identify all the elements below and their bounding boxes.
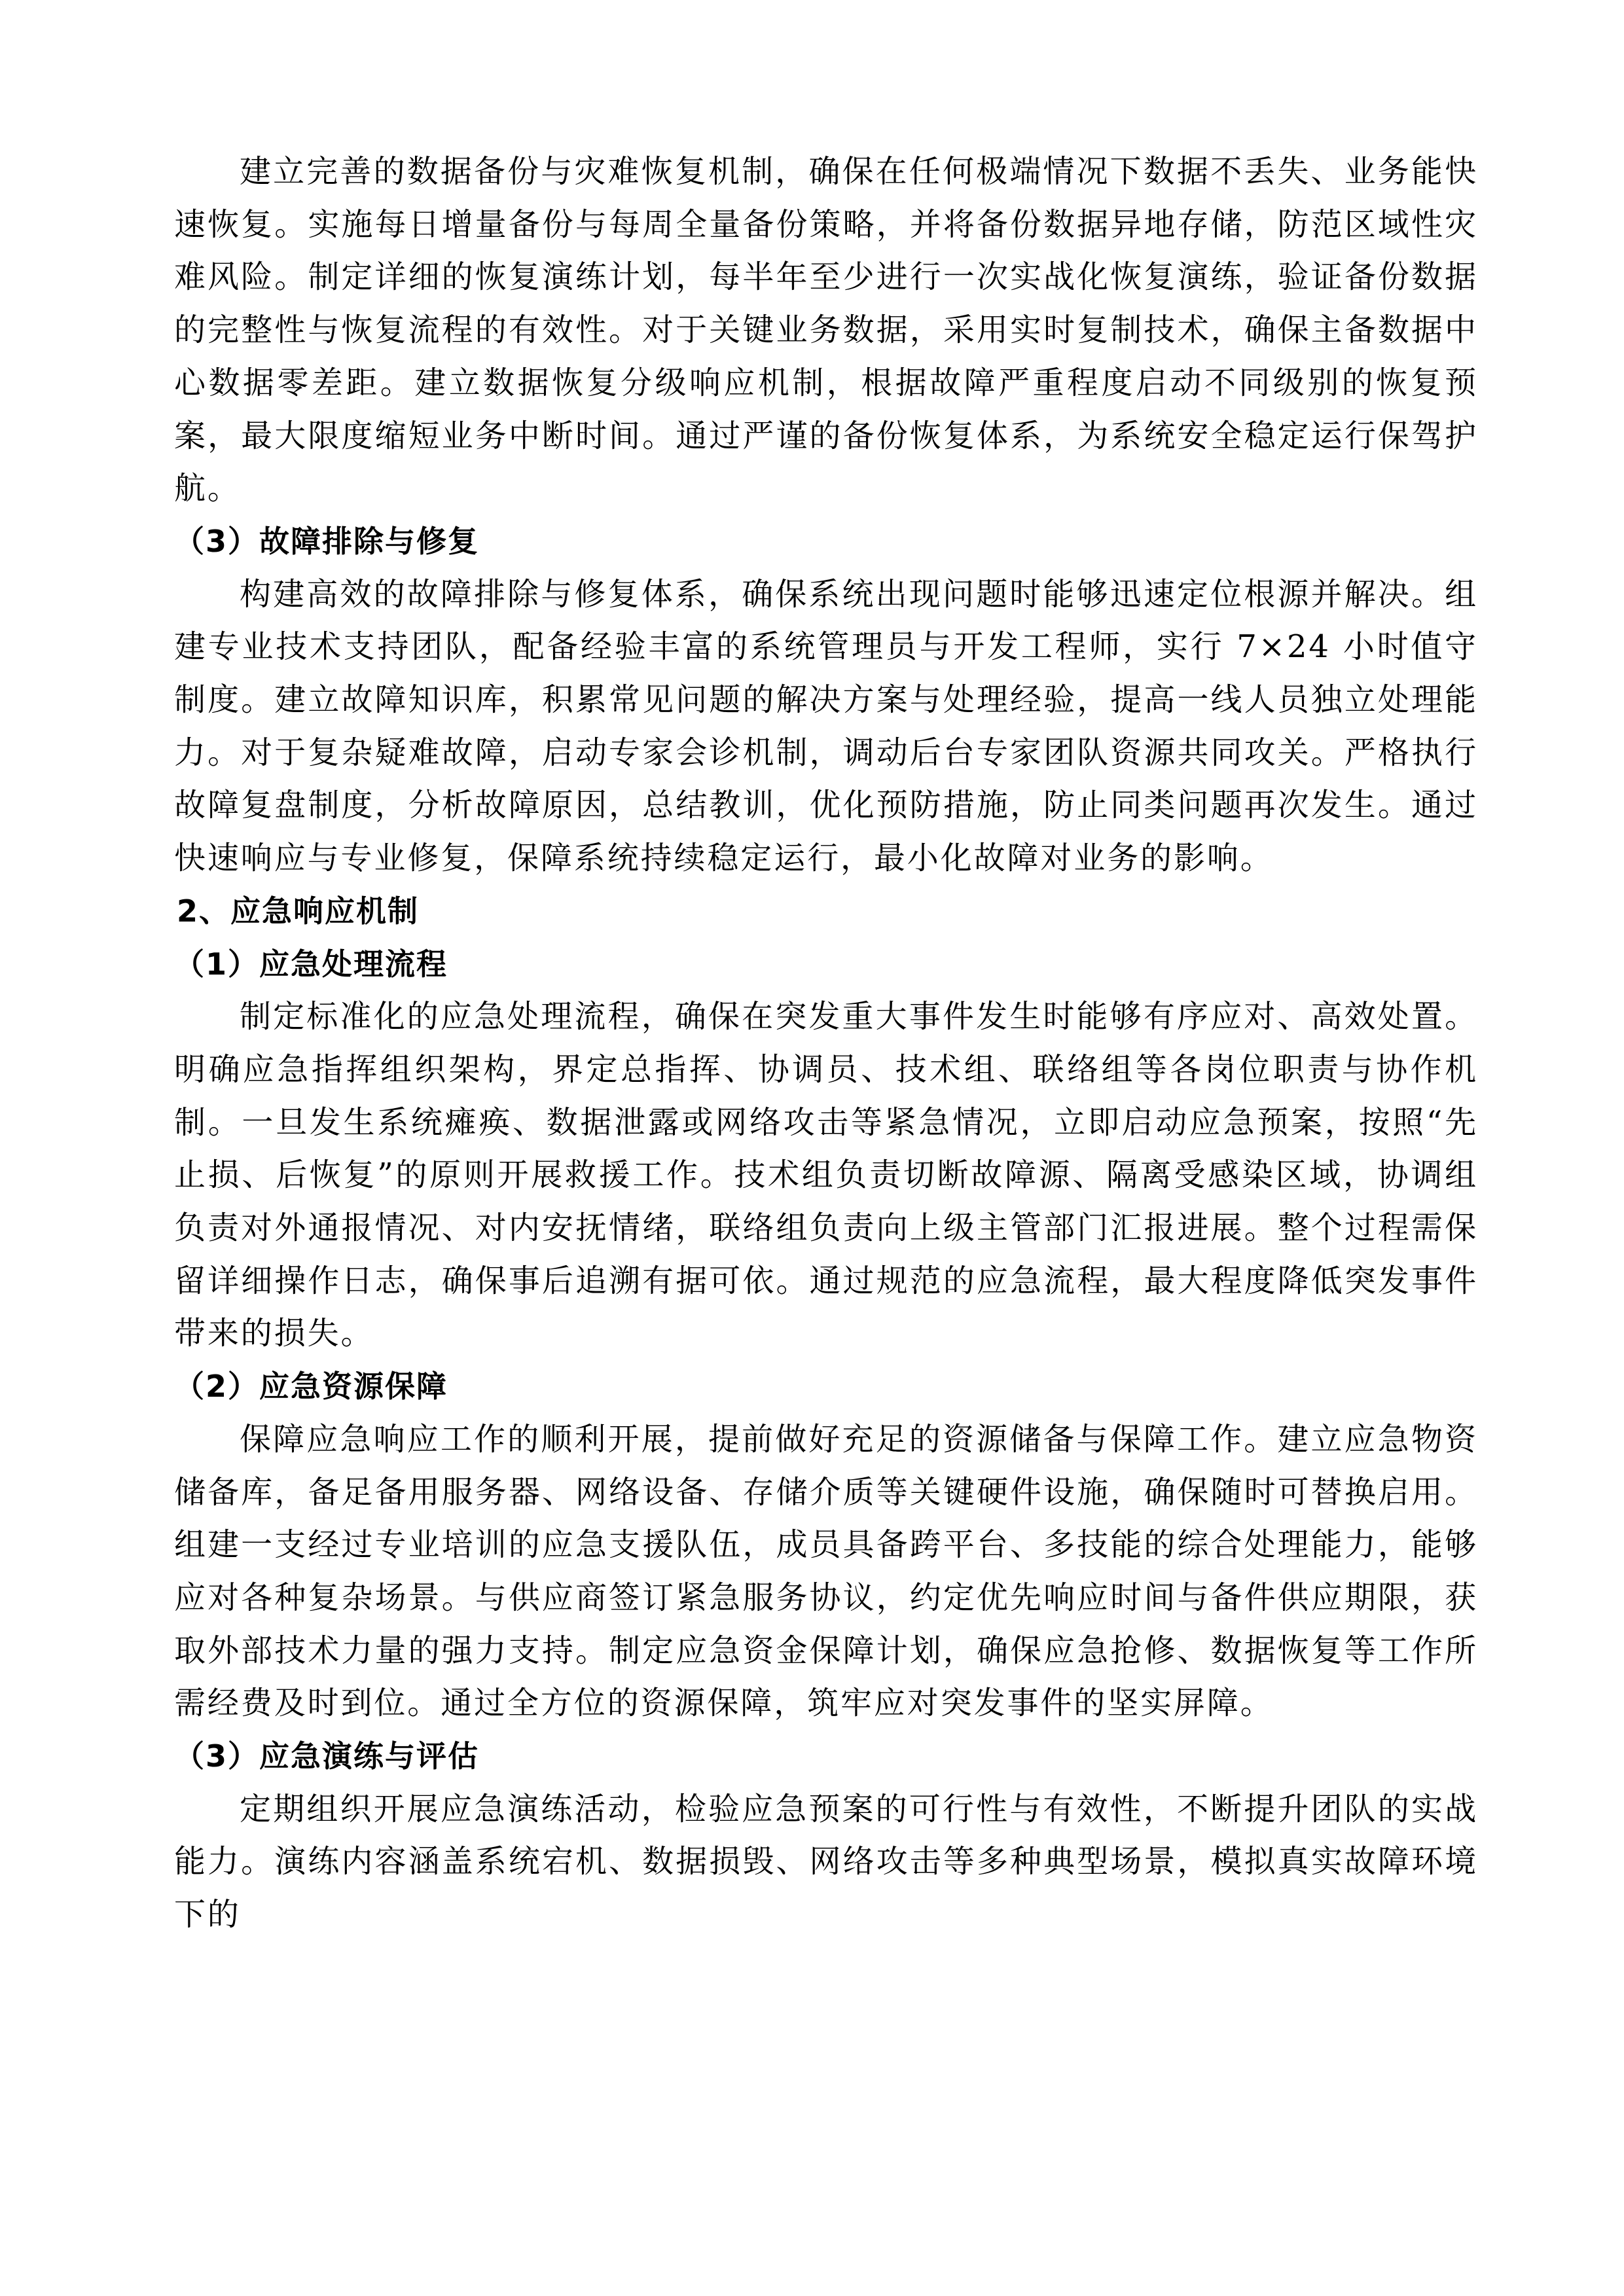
paragraph-emergency-resources: 保障应急响应工作的顺利开展，提前做好充足的资源储备与保障工作。建立应急物资储备库，备足备用服务器、网络设备、存储介质等关键硬件设施，确保随时可替换启用。组建一支经过专业培训的应急支援队伍，成员具备跨平台、多技能的综合处理能力，能够应对各种复杂场景。与供应商签订紧急服务协议，约定优先响应时间与备件供应期限，获取外部技术力量的强力支持。制定应急资金保障计划，确保应急抢修、数据恢复等工作所需经费及时到位。通过全方位的资源保障，筑牢应对突发事件的坚实屏障。 bbox=[174, 1420, 1478, 1722]
paragraph-backup-recovery: 建立完善的数据备份与灾难恢复机制，确保在任何极端情况下数据不丢失、业务能快速恢复。实施每日增量备份与每周全量备份策略，并将备份数据异地存储，防范区域性灾难风险。制定详细的恢复演练计划，每半年至少进行一次实战化恢复演练，验证备份数据的完整性与恢复流程的有效性。对于关键业务数据，采用实时复制技术，确保主备数据中心数据零差距。建立数据恢复分级响应机制，根据故障严重程度启动不同级别的恢复预案，最大限度缩短业务中断时间。通过严谨的备份恢复体系，为系统安全稳定运行保驾护航。 bbox=[174, 153, 1478, 507]
document-page bbox=[174, 145, 1478, 1941]
paragraph-emergency-process: 制定标准化的应急处理流程，确保在突发重大事件发生时能够有序应对、高效处置。明确应急指挥组织架构，界定总指挥、协调员、技术组、联络组等各岗位职责与协作机制。一旦发生系统瘫痪、数据泄露或网络攻击等紧急情况，立即启动应急预案，按照“先止损、后恢复”的原则开展救援工作。技术组负责切断故障源、隔离受感染区域，协调组负责对外通报情况、对内安抚情绪，联络组负责向上级主管部门汇报进展。整个过程需保留详细操作日志，确保事后追溯有据可依。通过规范的应急流程，最大程度降低突发事件带来的损失。 bbox=[174, 998, 1478, 1352]
paragraph-fault-repair: 构建高效的故障排除与修复体系，确保系统出现问题时能够迅速定位根源并解决。组建专业技术支持团队，配备经验丰富的系统管理员与开发工程师，实行 7×24 小时值守制度。建立故障知识库，积累常见问题的解决方案与处理经验，提高一线人员独立处理能力。对于复杂疑难故障，启动专家会诊机制，调动后台专家团队资源共同攻关。严格执行故障复盘制度，分析故障原因，总结教训，优化预防措施，防止同类问题再次发生。通过快速响应与专业修复，保障系统持续稳定运行，最小化故障对业务的影响。 bbox=[174, 575, 1478, 877]
paragraph-emergency-drills: 定期组织开展应急演练活动，检验应急预案的可行性与有效性，不断提升团队的实战能力。演练内容涵盖系统宕机、数据损毁、网络攻击等多种典型场景，模拟真实故障环境下的 bbox=[174, 1790, 1478, 1933]
section-heading-emergency-response: 2、应急响应机制 bbox=[177, 893, 420, 929]
subheading-emergency-resources: （2）应急资源保障 bbox=[174, 1369, 448, 1405]
subheading-emergency-process: （1）应急处理流程 bbox=[174, 946, 448, 982]
subheading-fault-repair: （3）故障排除与修复 bbox=[174, 523, 480, 559]
subheading-emergency-drills: （3）应急演练与评估 bbox=[174, 1738, 480, 1774]
